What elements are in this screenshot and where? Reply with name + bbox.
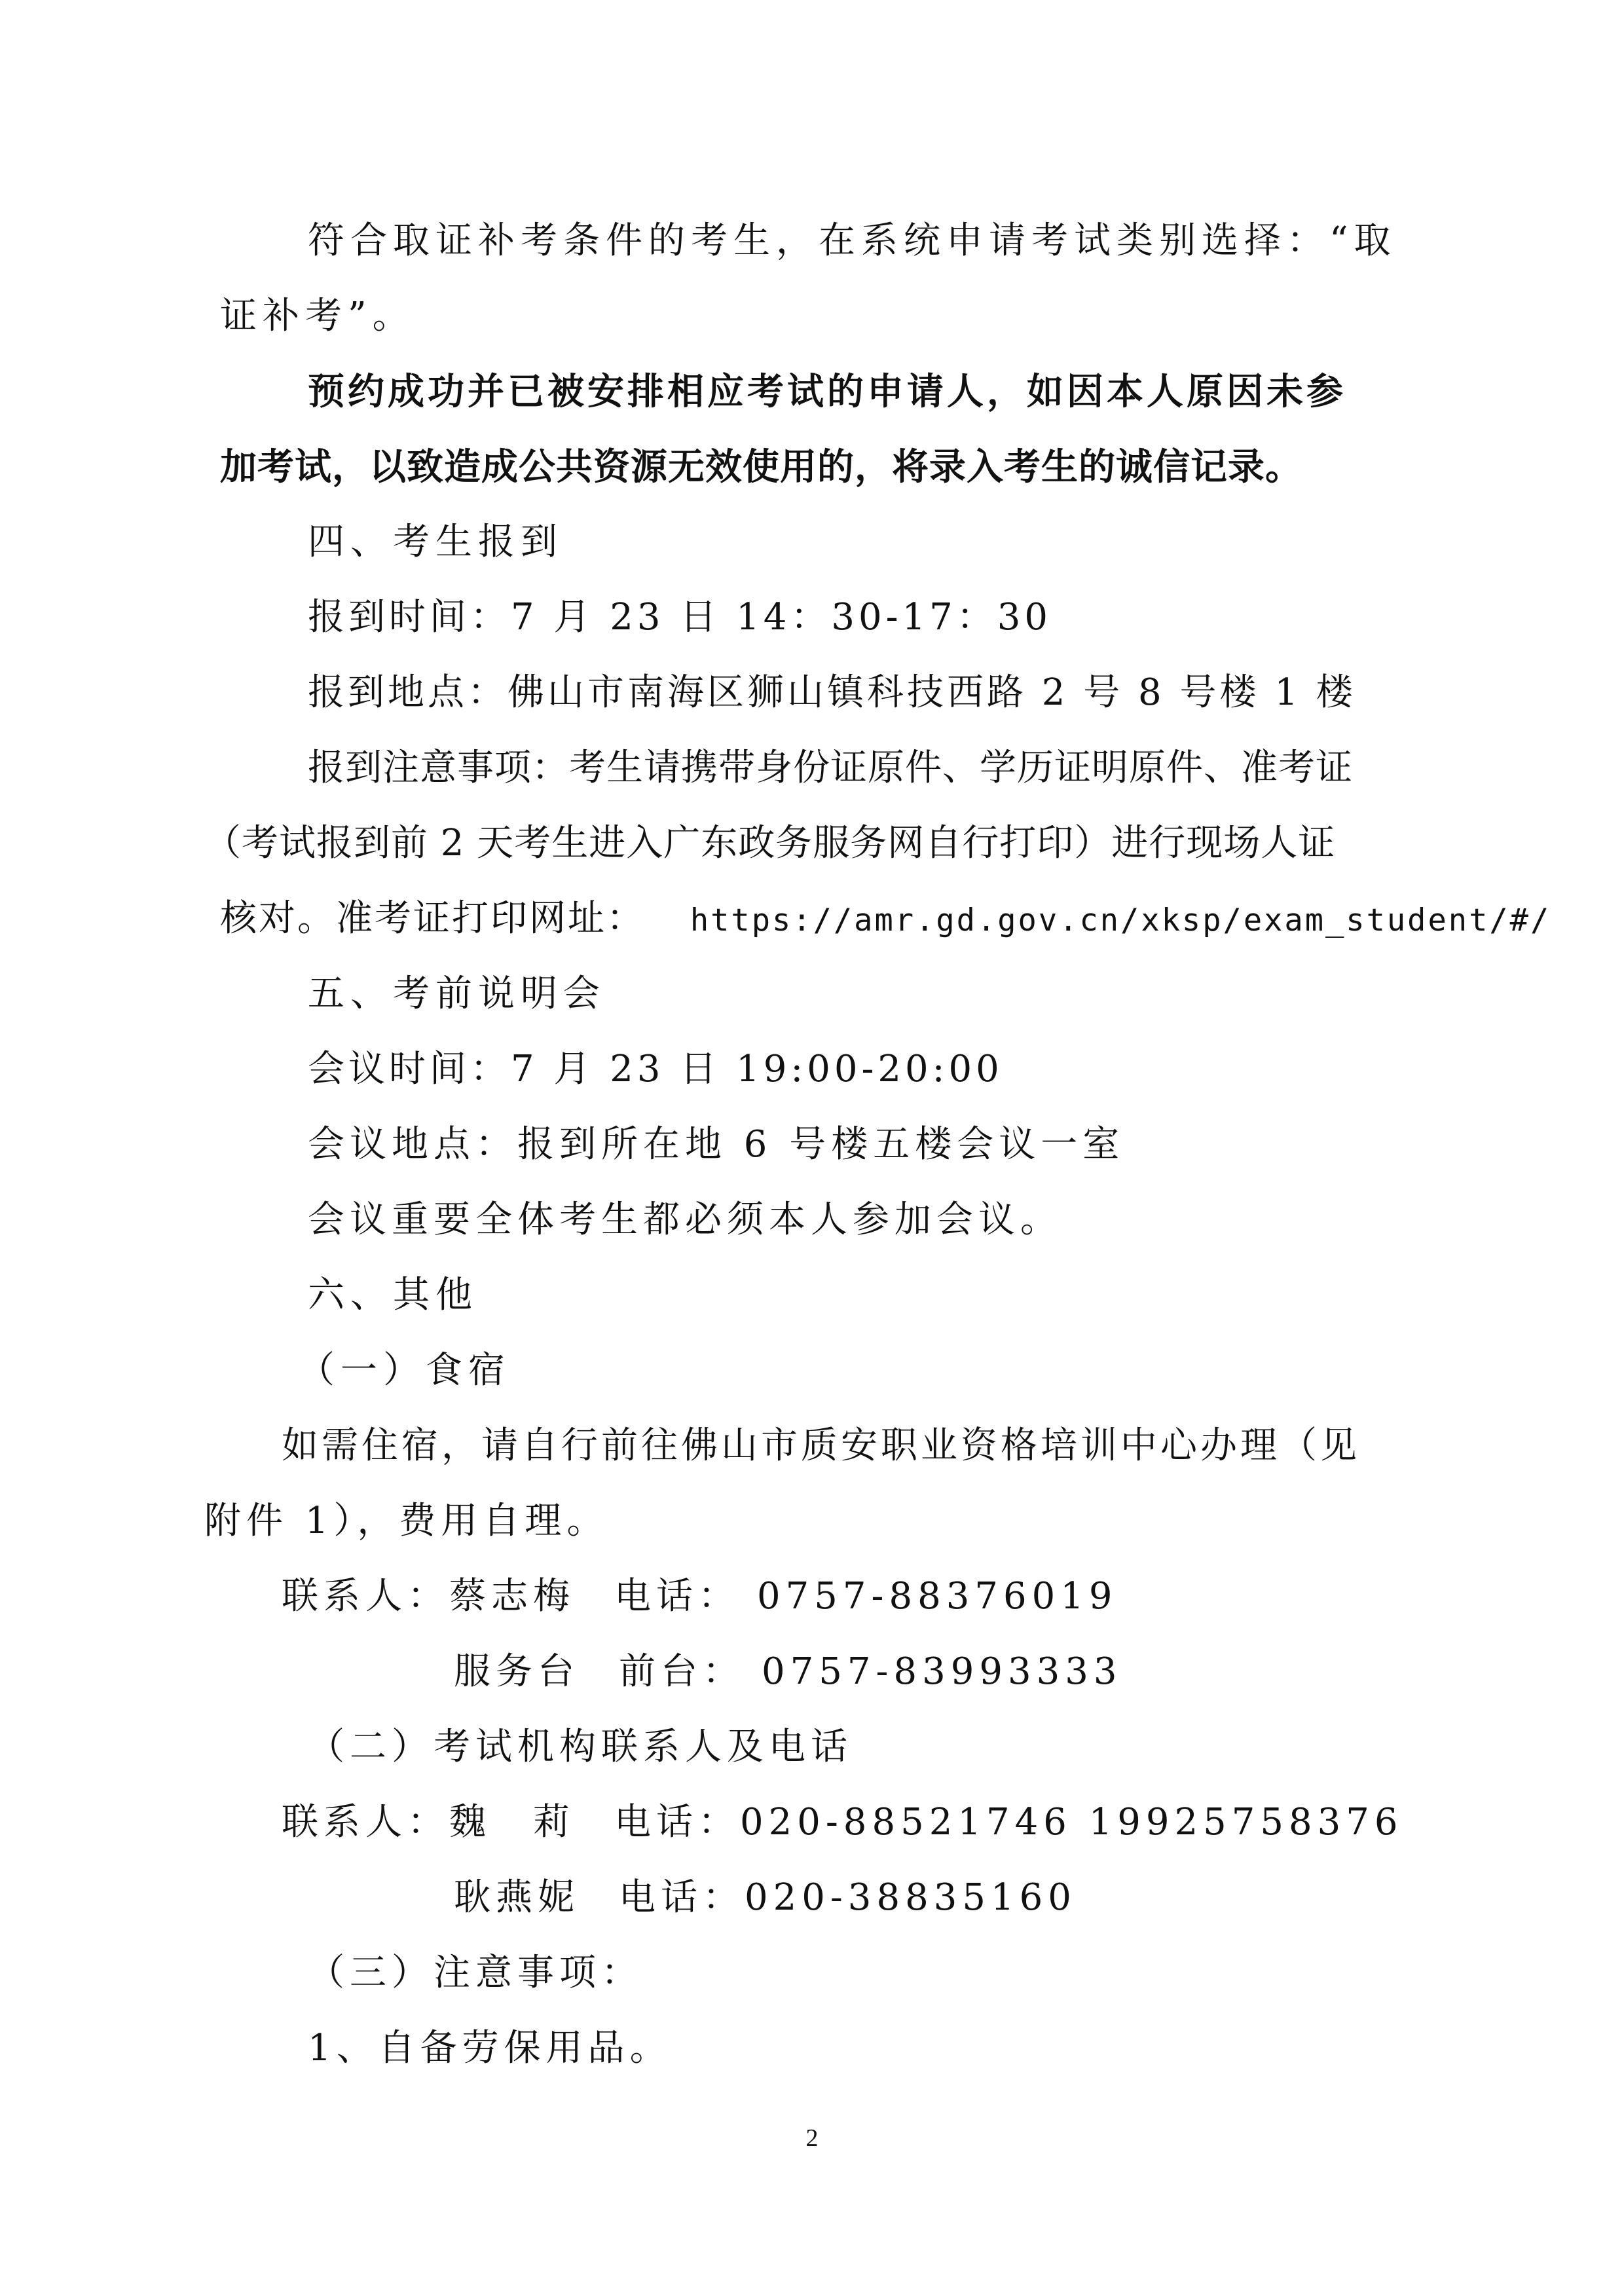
contact-label: 联系人： [282, 1801, 449, 1843]
phone-label: 电话： [614, 1575, 740, 1618]
lodging-line-1: 如需住宿，请自行前往佛山市质安职业资格培训中心办理（见 [282, 1424, 1360, 1467]
meeting-time: 会议时间：7 月 23 日 19:00-20:00 [308, 1048, 1003, 1090]
exam-contact-row-2 [454, 1872, 1077, 1924]
contact-label: 联系人： [282, 1575, 449, 1618]
section-5-heading: 五、考前说明会 [308, 972, 606, 1015]
lodging-line-2: 附件 1），费用自理。 [204, 1500, 609, 1542]
sub-3-heading: （三）注意事项： [308, 1952, 643, 1994]
report-notes-line-2: （考试报到前 2 天考生进入广东政务服务网自行打印）进行现场人证 [204, 822, 1336, 864]
report-notes-line-1: 报到注意事项：考生请携带身份证原件、学历证明原件、准考证 [308, 747, 1353, 789]
integrity-line-1: 预约成功并已被安排相应考试的申请人，如因本人原因未参 [308, 370, 1346, 413]
page-number: 2 [805, 2124, 819, 2152]
phone-number: 0757-83993333 [762, 1650, 1122, 1693]
phone-number: 020-88521746 19925758376 [740, 1801, 1403, 1843]
report-notes-line-3 [220, 893, 1551, 947]
section-6-heading: 六、其他 [308, 1274, 478, 1316]
meeting-note: 会议重要全体考生都必须本人参加会议。 [308, 1198, 1062, 1241]
admission-ticket-url[interactable]: https://amr.gd.gov.cn/xksp/exam_student/#/ [690, 902, 1551, 938]
contact-name: 耿燕妮 [454, 1876, 580, 1919]
section-4-heading: 四、考生报到 [308, 521, 563, 563]
lodging-contact-row-2 [454, 1646, 1122, 1698]
phone-label: 电话： [614, 1801, 740, 1843]
meeting-place: 会议地点：报到所在地 6 号楼五楼会议一室 [308, 1123, 1125, 1166]
notice-item-1: 1、自备劳保用品。 [308, 2027, 672, 2069]
contact-name: 蔡志梅 [449, 1575, 575, 1618]
phone-label: 电话： [619, 1876, 745, 1919]
lodging-contact-row-1 [282, 1570, 1117, 1623]
phone-number: 0757-88376019 [757, 1575, 1118, 1618]
sub-1-heading: （一）食宿 [298, 1349, 511, 1392]
report-time: 报到时间：7 月 23 日 14：30-17：30 [308, 596, 1052, 639]
contact-name: 服务台 [454, 1650, 580, 1693]
report-notes-prefix: 核对。准考证打印网址： [220, 897, 645, 940]
report-place: 报到地点：佛山市南海区狮山镇科技西路 2 号 8 号楼 1 楼 [308, 671, 1356, 714]
exam-type-line-1: 符合取证补考条件的考生，在系统申请考试类别选择：“取 [308, 219, 1397, 262]
phone-number: 020-38835160 [745, 1876, 1077, 1919]
exam-contact-row-1 [282, 1796, 1403, 1849]
sub-2-heading: （二）考试机构联系人及电话 [308, 1726, 853, 1768]
contact-name: 魏 莉 [449, 1801, 575, 1843]
exam-type-line-2: 证补考”。 [220, 295, 415, 337]
phone-label: 前台： [619, 1650, 745, 1693]
integrity-line-2: 加考试，以致造成公共资源无效使用的，将录入考生的诚信记录。 [220, 445, 1302, 489]
